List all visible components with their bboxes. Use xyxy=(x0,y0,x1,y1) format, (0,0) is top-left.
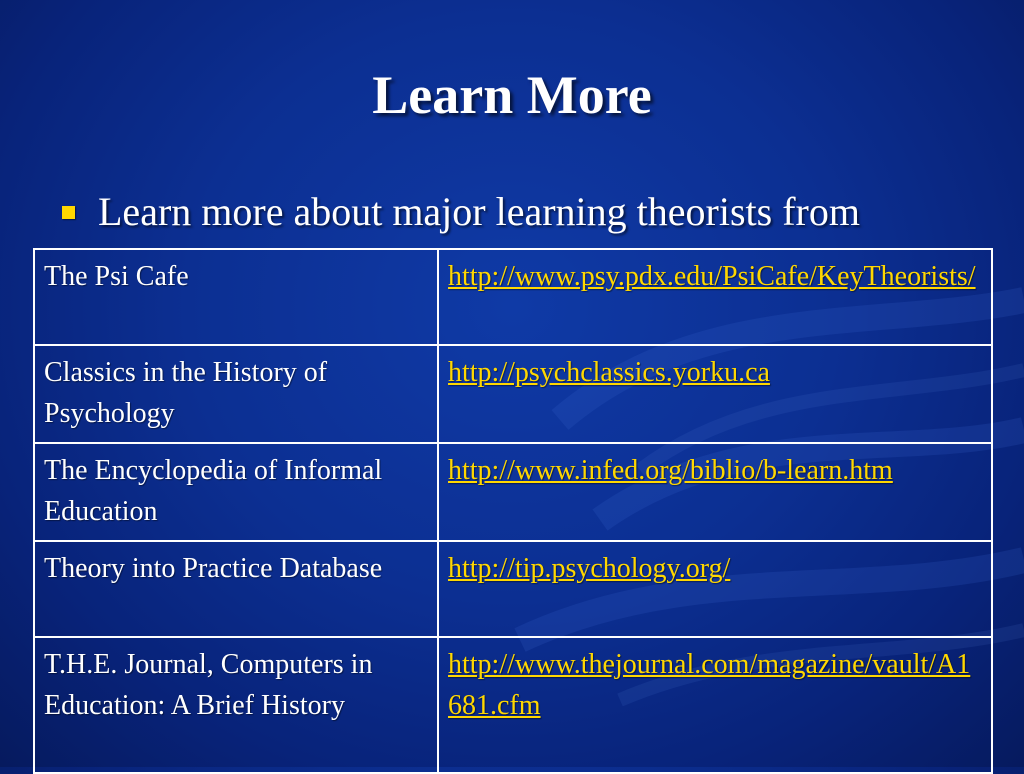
resource-name: The Psi Cafe xyxy=(34,249,438,345)
resource-link[interactable]: http://psychclassics.yorku.ca xyxy=(448,357,770,388)
table-row xyxy=(34,443,992,541)
bullet-text: Learn more about major learning theorists from xyxy=(98,189,860,234)
resources-table xyxy=(33,248,993,774)
table-row xyxy=(34,541,992,637)
resource-name: The Encyclopedia of Informal Education xyxy=(34,443,438,541)
resource-link[interactable]: http://www.psy.pdx.edu/PsiCafe/KeyTheorists/ xyxy=(448,261,976,292)
table-row xyxy=(34,249,992,345)
resource-name: Classics in the History of Psychology xyxy=(34,345,438,443)
table-row xyxy=(34,637,992,773)
bullet-item xyxy=(62,186,1002,242)
table-row xyxy=(34,345,992,443)
square-bullet-icon xyxy=(62,206,75,219)
resource-link[interactable]: http://www.thejournal.com/magazine/vault/A1681.cfm xyxy=(448,649,971,721)
resource-name: T.H.E. Journal, Computers in Education: A Brief History xyxy=(34,637,438,773)
resource-link[interactable]: http://www.infed.org/biblio/b-learn.htm xyxy=(448,455,893,486)
slide-title: Learn More xyxy=(372,65,652,125)
resource-link[interactable]: http://tip.psychology.org/ xyxy=(448,553,731,584)
resource-name: Theory into Practice Database xyxy=(34,541,438,637)
